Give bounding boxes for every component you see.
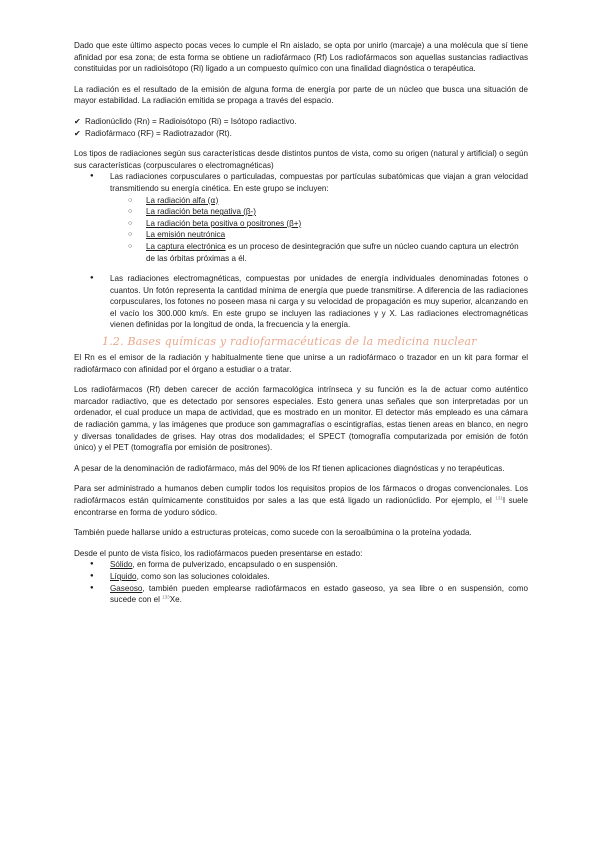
check-icon: ✔ [74, 116, 81, 126]
list-item [146, 206, 528, 218]
list-item: ● Líquido, como son las soluciones coloidales. [110, 571, 528, 583]
sublist-label: La radiación beta negativa (β-) [146, 207, 256, 217]
intro-paragraph-1: Dado que este último aspecto pocas veces lo cumple el Rn aislado, se opta por unirlo (marcaje) a una molécula que sí tiene afinidad por esa zona; de esta forma se obtiene un radiofármaco (Rf) Los radiofármacos son aquellas sustancias radiactivas constituidas por un radioisótopo (Ri) ligado a un compuesto químico con una finalidad diagnóstica o terapéutica. [74, 41, 528, 74]
body-paragraph-2: Los radiofármacos (Rf) deben carecer de acción farmacológica intrínseca y su función es la de actuar como auténtico marcador radiactivo, que es detectado por sensores especiales. Esto genera unas señales que son interpretadas por un ordenador, el cual produce un mapa de actividad, que es mostrado en un monitor. El detector más empleado es una cámara de radiación gamma, y las imágenes que produce son gammagrafías o escintigrafías, estas tienen areas en blanco, en negro y diversas tonalidades de grises. Hay otras dos modalidades; el SPECT (tomografía computarizada por emisión de fotón único) y el PET (tomografía por emisión de positrones). [74, 385, 528, 453]
list-item-electromagnetic [110, 273, 528, 331]
check-item-2-text: Radiofármaco (RF) = Radiotrazador (Rt). [85, 128, 232, 138]
sublist-label: La captura electrónica [146, 241, 226, 251]
list-item: ● Sólido, en forma de pulverizado, encapsulado o en suspensión. [110, 559, 528, 571]
sublist-label: La radiación beta positiva o positrones (β+) [146, 218, 302, 228]
intro-paragraph-2: La radiación es el resultado de la emisión de alguna forma de energía por parte de un núcleo que busca una situación de mayor estabilidad. La radiación emitida se propaga a través del espacio. [74, 84, 528, 106]
list-item: ● Gaseoso, también pueden emplearse radiofármacos en estado gaseoso, ya sea libre o en suspensión, como sucede con el $^{133}$Xe. [110, 583, 528, 606]
list-item-corpuscular [110, 171, 528, 273]
check-item-1-text: Radionúclido (Rn) = Radioisótopo (Ri) = Isótopo radiactivo. [85, 116, 297, 126]
state-label: Gaseoso [110, 583, 143, 593]
document-page [74, 40, 528, 606]
body-paragraph-5: También puede hallarse unido a estructuras proteicas, como sucede con la seroalbúmina o la proteína yodada. [74, 528, 472, 538]
check-item-2 [74, 128, 528, 140]
state-label: Sólido [110, 560, 133, 570]
electromagnetic-text: Las radiaciones electromagnéticas, compuestas por unidades de energía individuales denominadas fotones o cuantos. Un fotón representa la cantidad mínima de energía que puede transmitirse. A diferencia de las radiaciones corpusculares, los fotones no poseen masa ni carga y su velocidad de propagación es muy superior, alcanzando en el vacío los 300.000 km/s. En este grupo se incluyen las radiaciones γ y X. Las radiaciones electromagnéticas vienen definidas por la longitud de onda, la frecuencia y la energía. [110, 274, 528, 330]
state-label: Líquido [110, 571, 137, 581]
isotope-mass-number: 133 [162, 594, 170, 600]
corpuscular-sublist [110, 195, 528, 265]
body-paragraph-3: A pesar de la denominación de radiofármaco, más del 90% de los Rf tienen aplicaciones diagnósticas y no terapéuticas. [74, 463, 505, 473]
sublist-label: La radiación alfa (⍺) [146, 195, 219, 205]
body-paragraph-6: Desde el punto de vista físico, los radiofármacos pueden presentarse en estado: [74, 548, 363, 558]
list-item: ○ La captura electrónica es un proceso de desintegración que sufre un núcleo cuando captura un electrón de las órbitas próximas a él. [146, 241, 528, 264]
physical-states-list [74, 559, 528, 605]
isotope-mass-number: 131 [495, 495, 503, 501]
body-paragraph-4: Para ser administrado a humanos deben cumplir todos los requisitos propios de los fármacos o drogas convencionales. Los radiofármacos están químicamente constituidos por sales a las que está ligado un radionúclido. Por ejemplo, el $^{131}$I suele encontrarse en forma de yoduro sódico. [74, 484, 528, 517]
list-item [146, 195, 528, 207]
corpuscular-text: Las radiaciones corpusculares o particuladas, compuestas por partículas subatómicas que viajan a gran velocidad transmitiendo su energía cinética. En este grupo se incluyen: [110, 172, 528, 193]
body-paragraph-1: El Rn es el emisor de la radiación y habitualmente tiene que unirse a un radiofármaco o trazador en un kit para formar el radiofármaco con afinidad por el órgano a estudiar o a tratar. [74, 353, 528, 374]
section-heading: 1.2. Bases químicas y radiofarmacéuticas de la medicina nuclear [102, 335, 477, 349]
radiation-types-intro: Los tipos de radiaciones según sus características desde distintos puntos de vista, como su origen (natural y artificial) o según sus características (corpusculares o electromagnéticas) [74, 149, 528, 170]
list-item [146, 218, 528, 230]
check-icon: ✔ [74, 128, 81, 138]
list-item [146, 229, 528, 241]
sublist-label: La emisión neutrónica [146, 230, 226, 240]
check-item-1 [74, 116, 528, 128]
radiation-types-list [74, 171, 528, 331]
